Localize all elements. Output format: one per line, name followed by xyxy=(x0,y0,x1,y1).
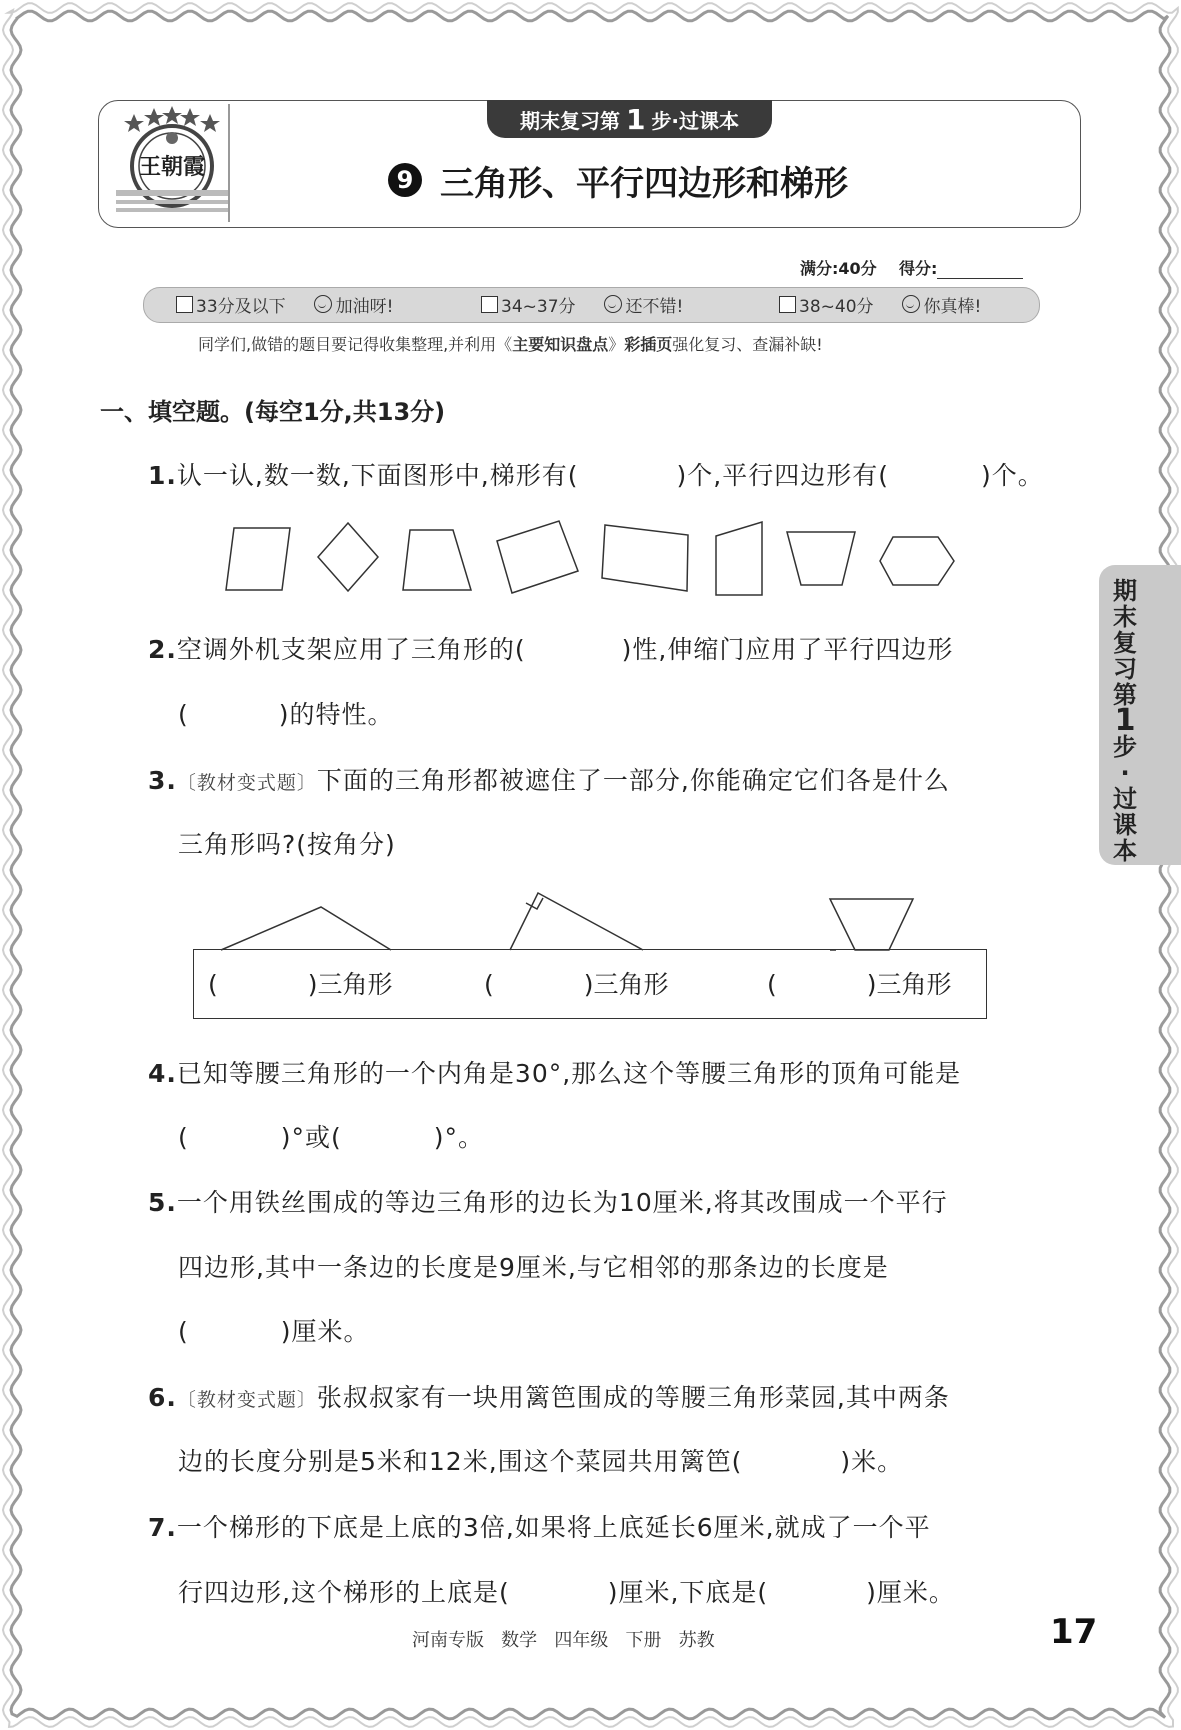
question-text: 一个用铁丝围成的等边三角形的边长为10厘米,将其改围成一个平行 xyxy=(176,1188,948,1217)
question-text: ( xyxy=(178,1123,189,1152)
tip-bold: 主要知识盘点 xyxy=(512,335,609,354)
question-6 xyxy=(148,1378,950,1414)
unit-number-badge: 9 xyxy=(388,163,422,197)
question-text: 张叔叔家有一块用篱笆围成的等腰三角形菜园,其中两条 xyxy=(316,1383,950,1412)
source-tag: 〔教材变式题〕 xyxy=(176,1389,317,1411)
question-2-line-2 xyxy=(178,695,394,731)
question-number: 1. xyxy=(148,461,177,490)
right-triangle-top xyxy=(510,893,643,950)
rating-checkbox[interactable] xyxy=(779,296,796,313)
question-3 xyxy=(148,761,950,797)
rating-item-mid xyxy=(481,292,683,316)
question-7 xyxy=(148,1508,931,1544)
label-part: )三角形 xyxy=(583,970,669,999)
parallelogram-shape xyxy=(226,528,290,590)
unit-title: 三角形、平行四边形和梯形 xyxy=(440,163,848,204)
quadrilateral-shape xyxy=(497,521,578,593)
question-text: ( xyxy=(178,1317,189,1346)
step-tab xyxy=(487,100,772,138)
rating-item-low xyxy=(176,292,393,316)
question-number: 4. xyxy=(148,1059,177,1088)
question-text: )米。 xyxy=(840,1447,904,1476)
question-number: 3. xyxy=(148,766,177,795)
acute-triangle-top xyxy=(830,899,913,950)
page-number: 17 xyxy=(1050,1612,1098,1652)
question-2 xyxy=(148,630,953,666)
trapezoid-shape xyxy=(787,532,855,585)
logo-divider xyxy=(228,104,230,222)
question-text: 边的长度分别是5米和12米,围这个菜园共用篱笆( xyxy=(178,1447,743,1476)
question-text: )厘米。 xyxy=(866,1578,955,1607)
smiley-icon xyxy=(902,295,920,313)
source-tag: 〔教材变式题〕 xyxy=(176,772,317,794)
hexagon-shape xyxy=(880,537,954,585)
rhombus-shape xyxy=(318,523,378,591)
question-5-line-2: 四边形,其中一条边的长度是9厘米,与它相邻的那条边的长度是 xyxy=(178,1253,889,1282)
label-part: ( xyxy=(208,970,218,999)
tip-text: 同学们,做错的题目要记得收集整理,并利用《 xyxy=(198,335,513,354)
question-6-line-2 xyxy=(178,1442,903,1478)
side-tab-number: 1 xyxy=(1114,703,1136,738)
question-number: 5. xyxy=(148,1188,177,1217)
question-text: )厘米。 xyxy=(280,1317,370,1346)
question-text: 认一认,数一数,下面图形中,梯形有( xyxy=(176,461,579,490)
label-part: ( xyxy=(484,970,494,999)
side-tab-text xyxy=(1112,578,1138,864)
trapezoid-shape xyxy=(403,530,471,590)
parallelogram-shape xyxy=(602,525,688,591)
label-part: ( xyxy=(767,970,777,999)
question-text: )厘米,下底是( xyxy=(607,1578,769,1607)
question-text: )°或( xyxy=(280,1123,342,1152)
triangle-answer-2 xyxy=(484,965,669,1001)
label-part: )三角形 xyxy=(307,970,393,999)
question-text: 一个梯形的下底是上底的3倍,如果将上底延长6厘米,就成了一个平 xyxy=(176,1513,931,1542)
rating-comment: 加油呀! xyxy=(335,296,394,317)
triangle-answer-3 xyxy=(767,965,952,1001)
question-7-line-2 xyxy=(178,1573,955,1609)
smiley-icon xyxy=(604,295,622,313)
rating-checkbox[interactable] xyxy=(176,296,193,313)
rating-range: 38~40分 xyxy=(799,296,874,317)
wangzhaoxia-logo xyxy=(112,104,232,222)
section-title: 一、填空题。(每空1分,共13分) xyxy=(100,398,446,426)
question-text: )性,伸缩门应用了平行四边形 xyxy=(621,635,954,664)
unit-heading xyxy=(388,152,848,208)
side-tab-suffix: 步 · 过 课 本 xyxy=(1113,733,1137,865)
step-suffix: 步·过课本 xyxy=(651,108,740,133)
question-text: )°。 xyxy=(433,1123,485,1152)
study-tip xyxy=(198,332,823,355)
tip-text: 》 xyxy=(608,335,625,354)
obtuse-triangle-top xyxy=(221,907,391,950)
tip-bold: 彩插页 xyxy=(624,335,673,354)
smiley-icon xyxy=(314,295,332,313)
score-blank[interactable] xyxy=(937,262,1023,279)
question-text: 下面的三角形都被遮住了一部分,你能确定它们各是什么 xyxy=(316,766,950,795)
question-text: )个,平行四边形有( xyxy=(676,461,889,490)
question-number: 2. xyxy=(148,635,177,664)
q1-shapes-figure xyxy=(220,515,960,600)
question-text: )个。 xyxy=(980,461,1044,490)
step-number: 1 xyxy=(625,102,646,136)
rating-range: 34~37分 xyxy=(501,296,576,317)
step-prefix: 期末复习第 xyxy=(519,108,620,133)
rating-checkbox[interactable] xyxy=(481,296,498,313)
hidden-triangles-figure xyxy=(193,885,993,951)
logo-text: 王朝霞 xyxy=(138,154,206,180)
question-1 xyxy=(148,456,1044,492)
rating-comment: 你真棒! xyxy=(923,296,982,317)
full-score: 满分:40分 xyxy=(800,259,877,278)
rating-comment: 还不错! xyxy=(625,296,684,317)
question-text: ( xyxy=(178,700,189,729)
label-part: )三角形 xyxy=(866,970,952,999)
tip-text: 强化复习、查漏补缺! xyxy=(672,335,823,354)
question-text: )的特性。 xyxy=(278,700,394,729)
question-3-line-2: 三角形吗?(按角分) xyxy=(178,830,396,859)
question-text: 已知等腰三角形的一个内角是30°,那么这个等腰三角形的顶角可能是 xyxy=(176,1059,962,1088)
footer-edition: 河南专版 数学 四年级 下册 苏教 xyxy=(412,1630,715,1651)
question-5 xyxy=(148,1183,948,1219)
question-number: 6. xyxy=(148,1383,177,1412)
score-line xyxy=(800,256,1023,279)
right-trapezoid-shape xyxy=(716,522,762,595)
question-text: 行四边形,这个梯形的上底是( xyxy=(178,1578,510,1607)
side-tab-prefix: 期 末 复 习 第 xyxy=(1113,577,1137,709)
rating-item-high xyxy=(779,292,981,316)
triangle-answer-1 xyxy=(208,965,393,1001)
question-4-line-2 xyxy=(178,1118,484,1154)
score-label: 得分: xyxy=(898,259,938,278)
rating-range: 33分及以下 xyxy=(196,296,286,317)
question-5-line-3 xyxy=(178,1312,370,1348)
question-number: 7. xyxy=(148,1513,177,1542)
question-text: 空调外机支架应用了三角形的( xyxy=(176,635,526,664)
question-4 xyxy=(148,1054,961,1090)
